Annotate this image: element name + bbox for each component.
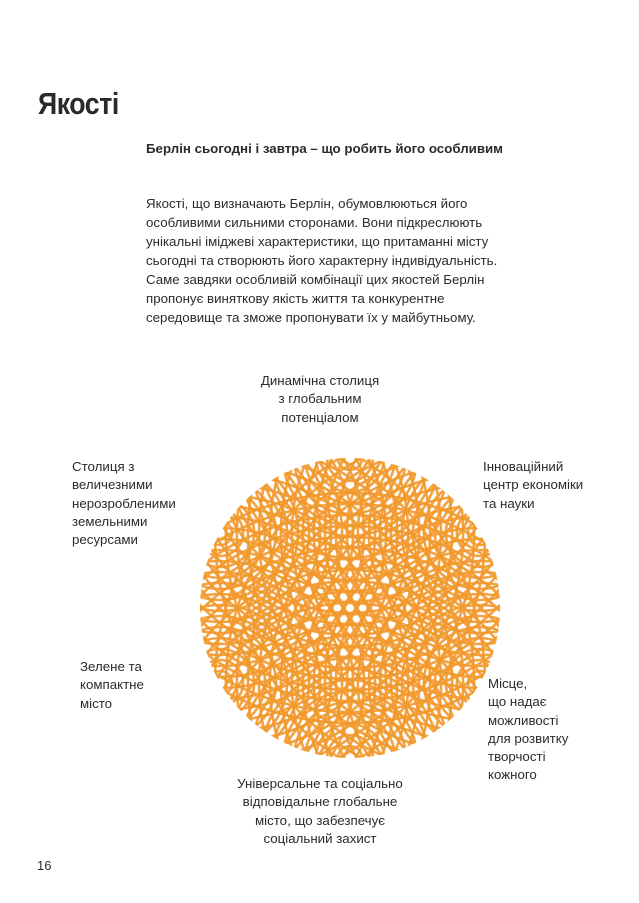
page-number: 16 (37, 858, 52, 873)
label-line: з глобальним (278, 391, 362, 407)
label-line: місто, що забезпечує (254, 812, 386, 828)
paragraph-line: середовище та зможе пропонувати їх у майбутньому. (146, 310, 476, 325)
label-line: та науки (483, 495, 535, 511)
paragraph-line: сьогодні та створюють його характерну індивідуальність. (146, 253, 498, 268)
rosette-arc (358, 411, 602, 655)
label-line: центр економіки (483, 477, 584, 493)
label-line: для розвитку (488, 730, 569, 746)
label-dynamic-capital (250, 372, 390, 427)
label-line: компактне (80, 677, 144, 693)
label-line: кожного (488, 767, 537, 783)
rosette-arc (338, 746, 362, 770)
rosette-arc (217, 325, 483, 591)
section-subheading: Берлін сьогодні і завтра – що робить його особливим (146, 141, 504, 156)
label-line: Інноваційний (483, 459, 564, 474)
label-line: величезними (72, 477, 153, 493)
label-line: потенціалом (281, 409, 359, 425)
label-social-city (228, 775, 412, 848)
label-innovation-center (481, 458, 583, 513)
label-line: Зелене та (80, 659, 142, 674)
paragraph-line: особливими сильними сторонами. Вони підкреслюють (146, 215, 483, 230)
page-title: Якості (38, 86, 119, 121)
rosette-arc (184, 292, 516, 624)
label-line: відповідальне глобальне (242, 794, 398, 810)
label-line: можливості (488, 712, 559, 728)
label-line: ресурсами (72, 532, 138, 548)
rosette-arc (217, 625, 483, 891)
rosette-arc (338, 446, 362, 470)
label-line: Столиця з (72, 459, 135, 474)
label-line: нерозробленими (72, 495, 176, 511)
label-land-resources (72, 458, 180, 549)
label-line: творчості (488, 749, 546, 765)
label-line: що надає (488, 694, 547, 710)
paragraph-line: Якості, що визначають Берлін, обумовлюються його (146, 196, 468, 211)
label-creativity-place (486, 675, 568, 785)
rosette-arc (173, 581, 527, 903)
label-line: соціальний захист (263, 830, 377, 846)
label-line: місто (80, 695, 113, 711)
paragraph-line: унікальні іміджеві характеристики, що притаманні місту (146, 234, 489, 249)
paragraph-line: Саме завдяки особливій комбінації цих якостей Берлін (146, 272, 485, 287)
label-green-compact-city (80, 658, 147, 713)
label-line: Універсальне та соціально (237, 776, 403, 791)
label-line: Динамічна столиця (260, 373, 380, 388)
paragraph-line: пропонує виняткову якість життя та конкурентне (146, 291, 445, 306)
label-line: земельними (72, 513, 148, 529)
label-line: Місце, (488, 676, 528, 691)
